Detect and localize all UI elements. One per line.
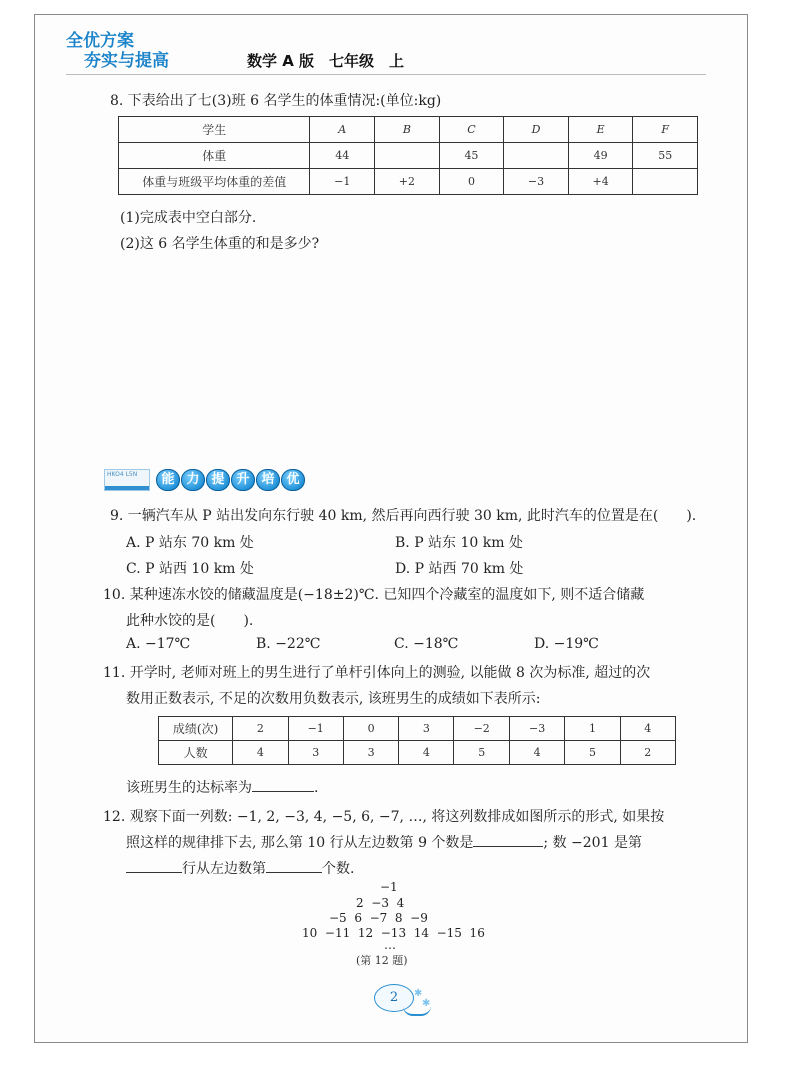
triangle-row-3: −5 6 −7 8 −9 — [329, 911, 428, 925]
star-icon: ✱ — [414, 988, 423, 999]
header-title: 数学 A 版 七年级 上 — [247, 52, 405, 70]
q8-sub2: (2)这 6 名学生体重的和是多少? — [120, 236, 320, 252]
banner-char: 优 — [281, 469, 305, 491]
q9-stem: 9. 一辆汽车从 P 站出发向东行驶 40 km, 然后再向西行驶 30 km, 此时汽车的位置是在( ). — [110, 508, 697, 524]
q11-table — [158, 716, 676, 765]
q12-blank-3[interactable] — [266, 860, 322, 873]
table-cell: 1 — [565, 717, 620, 741]
q12-stem2-a: 照这样的规律排下去, 那么第 10 行从左边数第 9 个数是 — [126, 835, 474, 851]
table-cell: 体重 — [119, 143, 310, 169]
table-cell: 5 — [454, 741, 509, 765]
q10-stem-line2: 此种水饺的是( ). — [126, 613, 254, 629]
q12-stem3-a: 行从左边数第 — [182, 861, 266, 877]
triangle-row-1: −1 — [380, 880, 398, 894]
triangle-row-2: 2 −3 4 — [356, 896, 405, 910]
q9-option-b[interactable]: B. P 站东 10 km 处 — [395, 535, 523, 551]
table-cell: 4 — [509, 741, 564, 765]
table-cell: 体重与班级平均体重的差值 — [119, 169, 310, 195]
table-cell: E — [568, 117, 633, 143]
q10-option-d[interactable]: D. −19℃ — [534, 636, 599, 652]
banner-char: 提 — [206, 469, 230, 491]
table-cell: 人数 — [159, 741, 233, 765]
table-cell: 4 — [620, 717, 675, 741]
q10-option-a[interactable]: A. −17℃ — [126, 636, 191, 652]
banner-char: 升 — [231, 469, 255, 491]
table-cell: 3 — [399, 717, 454, 741]
table-cell-blank[interactable] — [504, 143, 569, 169]
table-cell: F — [633, 117, 698, 143]
section-banner — [104, 467, 304, 493]
banner-badge-text: HKO4 L5N — [107, 471, 138, 478]
triangle-row-5: … — [384, 938, 396, 952]
table-cell: A — [310, 117, 375, 143]
table-cell: 2 — [620, 741, 675, 765]
q9-option-d[interactable]: D. P 站西 70 km 处 — [395, 561, 524, 577]
table-cell: 45 — [439, 143, 504, 169]
q8-stem: 8. 下表给出了七(3)班 6 名学生的体重情况:(单位:kg) — [110, 93, 442, 109]
q12-stem-line3 — [126, 858, 354, 878]
table-cell: B — [375, 117, 440, 143]
q12-blank-1[interactable] — [473, 834, 543, 847]
q11-stem-line1: 11. 开学时, 老师对班上的男生进行了单杆引体向上的测验, 以能做 8 次为标准, 超过的次 — [103, 665, 651, 681]
table-cell: C — [439, 117, 504, 143]
q8-diff-row — [119, 169, 698, 195]
table-cell: 3 — [343, 741, 398, 765]
star-icon: ✱ — [422, 998, 431, 1009]
table-cell-blank[interactable] — [633, 169, 698, 195]
banner-char: 力 — [181, 469, 205, 491]
table-cell: +4 — [568, 169, 633, 195]
table-cell: 2 — [233, 717, 288, 741]
banner-badge-bar — [105, 486, 149, 490]
q8-header-row — [119, 117, 698, 143]
series-logo — [66, 26, 246, 70]
table-cell: D — [504, 117, 569, 143]
table-cell: 55 — [633, 143, 698, 169]
q10-option-b[interactable]: B. −22℃ — [256, 636, 321, 652]
table-cell: 学生 — [119, 117, 310, 143]
table-cell: 3 — [288, 741, 343, 765]
table-cell: 49 — [568, 143, 633, 169]
q11-answer-suffix: . — [314, 780, 319, 796]
q12-stem-line1: 12. 观察下面一列数: −1, 2, −3, 4, −5, 6, −7, …, 将这列数排成如图所示的形式, 如果按 — [103, 809, 665, 825]
q11-answer-blank[interactable] — [252, 779, 314, 792]
banner-badge — [104, 469, 150, 491]
figure-caption: (第 12 题) — [356, 954, 408, 967]
table-cell: 4 — [399, 741, 454, 765]
table-cell: 0 — [343, 717, 398, 741]
table-cell-blank[interactable] — [375, 143, 440, 169]
header-rule — [66, 74, 706, 75]
q9-option-a[interactable]: A. P 站东 70 km 处 — [126, 535, 254, 551]
table-cell: +2 — [375, 169, 440, 195]
q9-option-c[interactable]: C. P 站西 10 km 处 — [126, 561, 254, 577]
table-cell: 4 — [233, 741, 288, 765]
table-cell: −3 — [504, 169, 569, 195]
logo-line1: 全优方案 — [66, 31, 134, 51]
q11-score-row — [159, 717, 676, 741]
q12-blank-2[interactable] — [126, 860, 182, 873]
table-cell: 5 — [565, 741, 620, 765]
q11-stem-line2: 数用正数表示, 不足的次数用负数表示, 该班男生的成绩如下表所示: — [126, 691, 541, 707]
q8-sub1: (1)完成表中空白部分. — [120, 210, 257, 226]
table-cell: −3 — [509, 717, 564, 741]
table-cell: −2 — [454, 717, 509, 741]
banner-char: 培 — [256, 469, 280, 491]
triangle-row-4: 10 −11 12 −13 14 −15 16 — [302, 926, 485, 940]
q10-option-c[interactable]: C. −18℃ — [394, 636, 459, 652]
q8-weight-row — [119, 143, 698, 169]
logo-line2: 夯实与提高 — [84, 51, 169, 71]
table-cell: 成绩(次) — [159, 717, 233, 741]
q11-answer-prefix: 该班男生的达标率为 — [126, 780, 252, 796]
q12-stem-line2 — [126, 832, 642, 852]
q11-answer-line — [126, 777, 318, 797]
q11-count-row — [159, 741, 676, 765]
table-cell: −1 — [310, 169, 375, 195]
q12-stem3-b: 个数. — [322, 861, 355, 877]
table-cell: 44 — [310, 143, 375, 169]
q8-table — [118, 116, 698, 195]
q10-stem-line1: 10. 某种速冻水饺的储藏温度是(−18±2)℃. 已知四个冷藏室的温度如下, 则不适合储藏 — [103, 587, 645, 603]
q12-stem2-b: ; 数 −201 是第 — [543, 835, 642, 851]
page-number: 2 — [374, 984, 414, 1012]
banner-char: 能 — [156, 469, 180, 491]
table-cell: −1 — [288, 717, 343, 741]
table-cell: 0 — [439, 169, 504, 195]
